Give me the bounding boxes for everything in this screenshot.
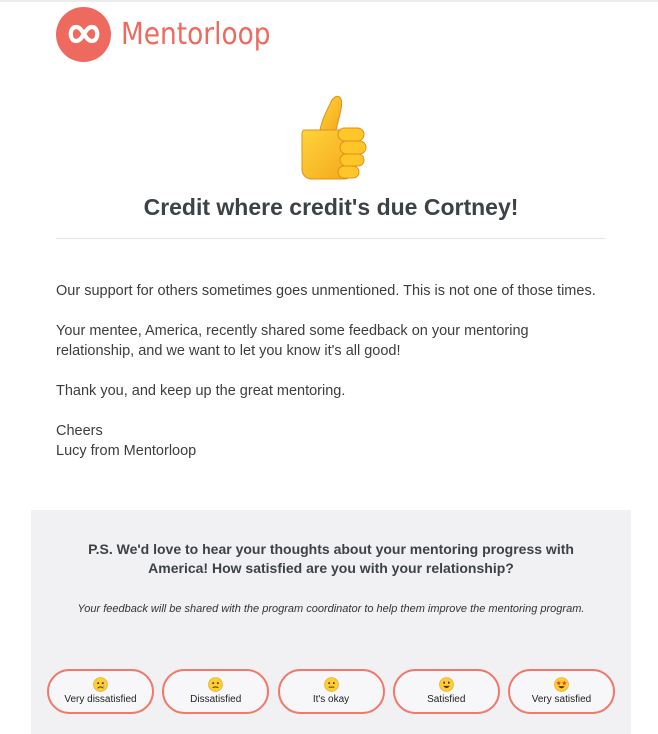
- rating-label: Very dissatisfied: [64, 694, 137, 705]
- rating-dissatisfied-button[interactable]: [162, 669, 269, 714]
- page-title: Credit where credit's due Cortney!: [143, 194, 519, 220]
- rating-very-satisfied-button[interactable]: [508, 669, 615, 714]
- thumbs-up-icon: [283, 88, 379, 184]
- feedback-note: Your feedback will be shared with the program coordinator to help them improve the mentoring program.: [77, 603, 585, 615]
- rating-very-dissatisfied-button[interactable]: [47, 669, 154, 714]
- rating-label: Very satisfied: [531, 694, 592, 705]
- header: [56, 6, 291, 62]
- feedback-panel: [31, 510, 631, 734]
- smiling-face-icon: [439, 677, 454, 692]
- neutral-face-icon: [324, 677, 339, 692]
- message-paragraph: Your mentee, America, recently shared some feedback on your mentoring relationship, and we want to let you know it's all good!: [56, 323, 529, 359]
- rating-label: It's okay: [312, 694, 350, 705]
- rating-label: Satisfied: [427, 694, 466, 705]
- signoff-line: Cheers: [56, 423, 103, 439]
- star-eyes-face-icon: [554, 677, 569, 692]
- brand-name[interactable]: Mentorloop: [121, 16, 271, 52]
- rating-label: Dissatisfied: [190, 694, 242, 705]
- signoff-signature: Lucy from Mentorloop: [56, 443, 197, 459]
- rating-its-okay-button[interactable]: [278, 669, 385, 714]
- message-paragraph: Our support for others sometimes goes unmentioned. This is not one of those times.: [56, 283, 596, 299]
- crying-face-icon: [93, 677, 108, 692]
- rating-satisfied-button[interactable]: [393, 669, 500, 714]
- message-body: [56, 281, 606, 461]
- top-border: [0, 0, 658, 2]
- rating-options: [47, 669, 615, 714]
- mentorloop-logo-icon[interactable]: [56, 7, 111, 62]
- message-paragraph: Thank you, and keep up the great mentoring.: [56, 383, 346, 399]
- feedback-question: P.S. We'd love to hear your thoughts about your mentoring progress with America! How satisfied are you with your relationship?: [88, 541, 574, 576]
- frowning-face-icon: [208, 677, 223, 692]
- divider: [56, 238, 606, 239]
